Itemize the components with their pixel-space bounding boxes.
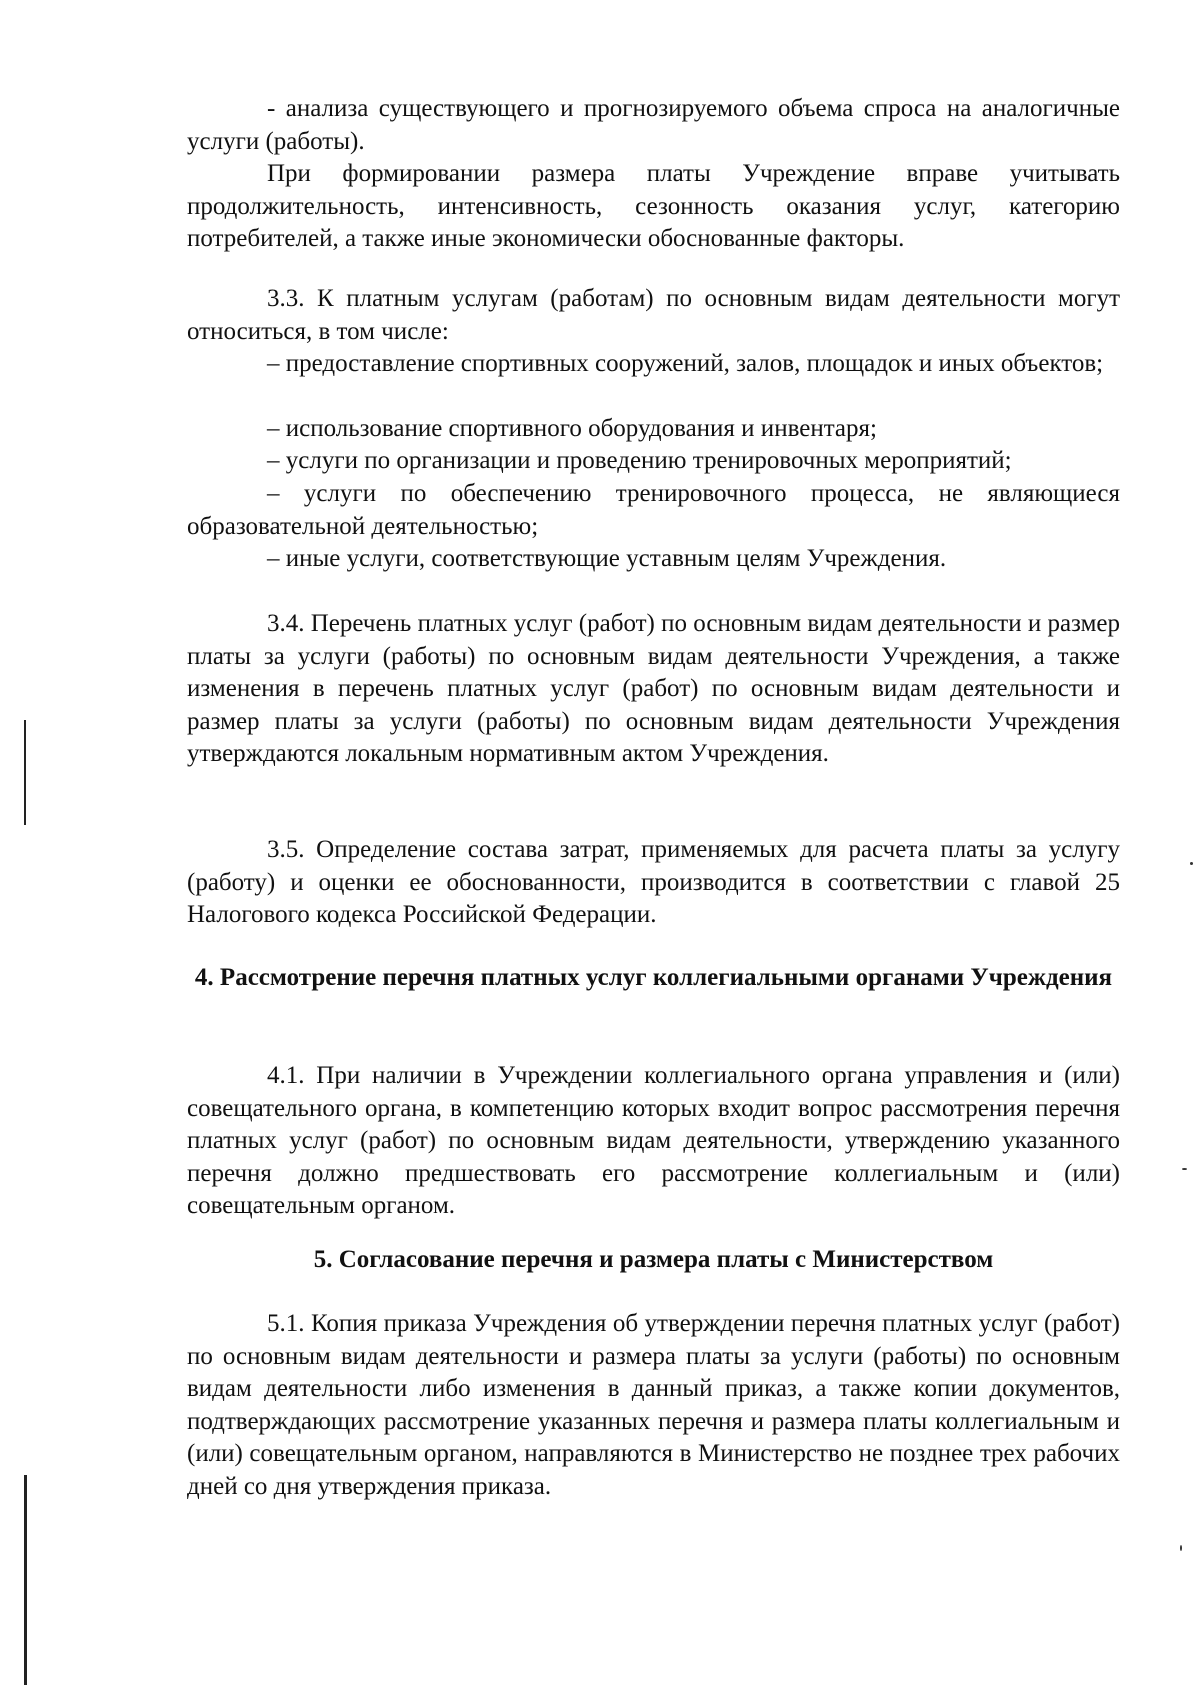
list-item (187, 413, 1120, 446)
list-item (187, 478, 1120, 543)
scan-edge-line (24, 720, 26, 825)
paragraph-demand (187, 93, 1120, 158)
list-item-text: – иные услуги, соответствующие уставным целям Учреждения. (267, 545, 947, 572)
list-item (187, 543, 1120, 576)
paragraph-3-4 (187, 608, 1120, 771)
paragraph-5-1 (187, 1308, 1120, 1503)
paragraph-4-1-text: 4.1. При наличии в Учреждении коллегиального органа управления и (или) совещательного органа, в компетенцию которых входит вопрос рассмотрения перечня платных услуг (работ) по основным видам деятельности, утверждению указанного перечня должно предшествовать его рассмотрение коллегиальным и (или) совещательным органом. (187, 1062, 1120, 1219)
scan-speck (1182, 1168, 1187, 1170)
paragraph-3-4-text: 3.4. Перечень платных услуг (работ) по основным видам деятельности и размер платы за услуги (работы) по основным видам деятельности Учреждения, а также изменения в перечень платных услуг (работ) по основным видам деятельности и размер платы за услуги (работы) по основным видам деятельности Учреждения утверждаются локальным нормативным актом Учреждения. (187, 610, 1120, 767)
list-item (187, 445, 1120, 478)
paragraph-demand-text: - анализа существующего и прогнозируемого объема спроса на аналогичные услуги (работы). (187, 95, 1120, 155)
list-item-text: – использование спортивного оборудования и инвентаря; (267, 415, 877, 442)
paragraph-factors-text: При формировании размера платы Учреждение вправе учитывать продолжительность, интенсивность, сезонность оказания услуг, категорию потребителей, а также иные экономически обоснованные факторы. (187, 160, 1120, 252)
list-item-text: – предоставление спортивных сооружений, залов, площадок и иных объектов; (267, 350, 1104, 377)
scan-speck (1180, 1545, 1182, 1551)
section-heading-5: 5. Согласование перечня и размера платы с Министерством (313, 1246, 994, 1273)
paragraph-3-3-text: 3.3. К платным услугам (работам) по основным видам деятельности могут относиться, в том числе: (187, 285, 1120, 345)
list-item-text: – услуги по организации и проведению тренировочных мероприятий; (267, 447, 1012, 474)
list-item (187, 348, 1120, 381)
paragraph-factors (187, 158, 1120, 256)
paragraph-3-5-text: 3.5. Определение состава затрат, применяемых для расчета платы за услугу (работу) и оценки ее обоснованности, производится в соответствии с главой 25 Налогового кодекса Российской Федерации. (187, 836, 1120, 928)
section-heading-4: 4. Рассмотрение перечня платных услуг коллегиальными органами Учреждения (194, 964, 1113, 991)
scan-edge-line (24, 1475, 27, 1685)
list-item-text: – услуги по обеспечению тренировочного процесса, не являющиеся образовательной деятельностью; (187, 480, 1120, 540)
paragraph-5-1-text: 5.1. Копия приказа Учреждения об утверждении перечня платных услуг (работ) по основным видам деятельности и размера платы за услуги (работы) по основным видам деятельности либо изменения в данный приказ, а также копии документов, подтверждающих рассмотрение указанных перечня и размера платы коллегиальным и (или) совещательным органом, направляются в Министерство не позднее трех рабочих дней со дня утверждения приказа. (187, 1310, 1120, 1500)
scan-speck (1190, 862, 1193, 865)
paragraph-3-5 (187, 834, 1120, 932)
paragraph-3-3 (187, 283, 1120, 348)
paragraph-4-1 (187, 1060, 1120, 1223)
